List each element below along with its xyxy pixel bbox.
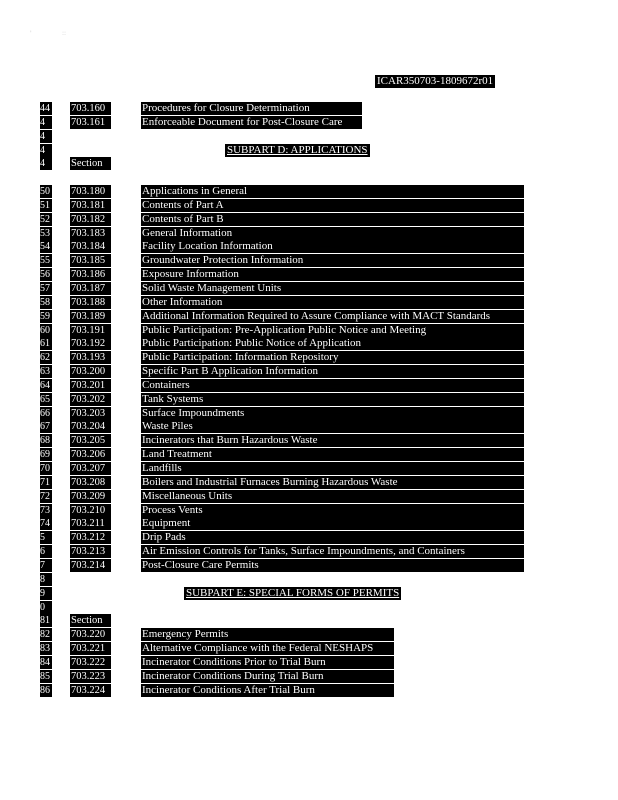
line-number: 9 [40, 587, 52, 600]
section-number: 703.224 [70, 684, 111, 697]
section-title: General Information [141, 227, 524, 240]
section-number: 703.193 [70, 351, 111, 364]
line-number: 56 [40, 269, 50, 280]
section-title: Enforceable Document for Post-Closure Care [141, 116, 362, 129]
section-title: Equipment [141, 517, 524, 530]
section-title: Process Vents [141, 504, 524, 517]
line-number: 6 [40, 545, 52, 558]
section-title: Exposure Information [141, 268, 524, 281]
section-title: Public Participation: Information Repository [141, 351, 524, 364]
section-title: Contents of Part B [141, 213, 524, 226]
section-number: 703.192 [70, 337, 111, 350]
section-title: Public Participation: Pre-Application Public Notice and Meeting [141, 324, 524, 337]
section-number: 703.209 [70, 490, 111, 503]
line-number: 71 [40, 477, 50, 488]
line-number: 8 [40, 573, 52, 586]
line-number: 59 [40, 311, 50, 322]
section-title: Public Participation: Public Notice of Application [141, 337, 524, 350]
line-number: 61 [40, 338, 50, 349]
line-number: 55 [40, 255, 50, 266]
line-number: 50 [40, 186, 50, 197]
section-number: 703.205 [70, 434, 111, 447]
line-number: 86 [40, 685, 50, 696]
line-number: 4 [40, 157, 52, 170]
line-number: 7 [40, 559, 52, 572]
section-number: 703.191 [70, 324, 111, 337]
line-number: 66 [40, 408, 50, 419]
line-number: 81 [40, 615, 50, 626]
section-number: 703.202 [70, 393, 111, 406]
section-number: 703.222 [70, 656, 111, 669]
subpart-d-heading: SUBPART D: APPLICATIONS [227, 144, 368, 156]
section-title: Surface Impoundments [141, 407, 524, 420]
section-number: 703.184 [70, 240, 111, 253]
corner-mark: ' [30, 30, 32, 37]
subpart-e-heading: SUBPART E: SPECIAL FORMS OF PERMITS [186, 587, 400, 599]
section-title: Procedures for Closure Determination [141, 102, 362, 115]
line-number: 57 [40, 283, 50, 294]
section-number: 703.188 [70, 296, 111, 309]
line-number: 4 [40, 116, 52, 129]
section-number: 703.221 [70, 642, 111, 655]
line-number: 68 [40, 435, 50, 446]
line-number: 70 [40, 463, 50, 474]
section-number: 703.204 [70, 420, 111, 433]
section-number: 703.220 [70, 628, 111, 641]
section-title: Waste Piles [141, 420, 524, 433]
line-number: 65 [40, 394, 50, 405]
section-number: 703.213 [70, 545, 111, 558]
section-title: Incinerator Conditions After Trial Burn [141, 684, 394, 697]
section-number: Section [70, 157, 111, 170]
section-title: Other Information [141, 296, 524, 309]
section-title: Groundwater Protection Information [141, 254, 524, 267]
section-title: Miscellaneous Units [141, 490, 524, 503]
section-number: Section [70, 614, 111, 627]
section-title: Containers [141, 379, 524, 392]
corner-mark: :: [62, 30, 67, 37]
line-number: 83 [40, 643, 50, 654]
section-title: Landfills [141, 462, 524, 475]
section-title: Post-Closure Care Permits [141, 559, 524, 572]
section-title: Incinerator Conditions Prior to Trial Burn [141, 656, 394, 669]
line-number: 72 [40, 491, 50, 502]
section-title: Drip Pads [141, 531, 524, 544]
line-number: 52 [40, 214, 50, 225]
line-number: 54 [40, 241, 50, 252]
line-number: 0 [40, 601, 52, 614]
line-number: 4 [40, 144, 52, 157]
line-number: 67 [40, 421, 50, 432]
line-number: 4 [40, 130, 52, 143]
section-title: Emergency Permits [141, 628, 394, 641]
section-title: Facility Location Information [141, 240, 524, 253]
line-number: 64 [40, 380, 50, 391]
line-number: 82 [40, 629, 50, 640]
line-number: 69 [40, 449, 50, 460]
section-number: 703.210 [70, 504, 111, 517]
section-number: 703.207 [70, 462, 111, 475]
section-title: Solid Waste Management Units [141, 282, 524, 295]
section-number: 703.206 [70, 448, 111, 461]
section-title: Additional Information Required to Assure Compliance with MACT Standards [141, 310, 524, 323]
section-number: 703.182 [70, 213, 111, 226]
section-number: 703.181 [70, 199, 111, 212]
line-number: 53 [40, 228, 50, 239]
section-number: 703.212 [70, 531, 111, 544]
section-number: 703.183 [70, 227, 111, 240]
section-title: Alternative Compliance with the Federal NESHAPS [141, 642, 394, 655]
section-number: 703.161 [70, 116, 111, 129]
section-title: Tank Systems [141, 393, 524, 406]
section-title: Contents of Part A [141, 199, 524, 212]
section-title: Boilers and Industrial Furnaces Burning Hazardous Waste [141, 476, 524, 489]
line-number: 51 [40, 200, 50, 211]
section-number: 703.208 [70, 476, 111, 489]
section-number: 703.187 [70, 282, 111, 295]
section-title: Incinerator Conditions During Trial Burn [141, 670, 394, 683]
section-number: 703.180 [70, 185, 111, 198]
section-number: 703.214 [70, 559, 111, 572]
line-number: 85 [40, 671, 50, 682]
section-number: 703.223 [70, 670, 111, 683]
section-number: 703.160 [70, 102, 111, 115]
line-number: 44 [40, 103, 50, 114]
section-title: Land Treatment [141, 448, 524, 461]
section-number: 703.186 [70, 268, 111, 281]
line-number: 58 [40, 297, 50, 308]
document-id: ICAR350703-1809672r01 [377, 75, 494, 87]
line-number: 62 [40, 352, 50, 363]
section-number: 703.200 [70, 365, 111, 378]
section-number: 703.185 [70, 254, 111, 267]
section-number: 703.189 [70, 310, 111, 323]
line-number: 84 [40, 657, 50, 668]
line-number: 73 [40, 505, 50, 516]
section-title: Incinerators that Burn Hazardous Waste [141, 434, 524, 447]
section-title: Specific Part B Application Information [141, 365, 524, 378]
line-number: 60 [40, 325, 50, 336]
section-number: 703.211 [70, 517, 111, 530]
line-number: 74 [40, 518, 50, 529]
section-title: Applications in General [141, 185, 524, 198]
line-number: 5 [40, 531, 52, 544]
section-number: 703.201 [70, 379, 111, 392]
line-number: 63 [40, 366, 50, 377]
section-number: 703.203 [70, 407, 111, 420]
section-title: Air Emission Controls for Tanks, Surface Impoundments, and Containers [141, 545, 524, 558]
